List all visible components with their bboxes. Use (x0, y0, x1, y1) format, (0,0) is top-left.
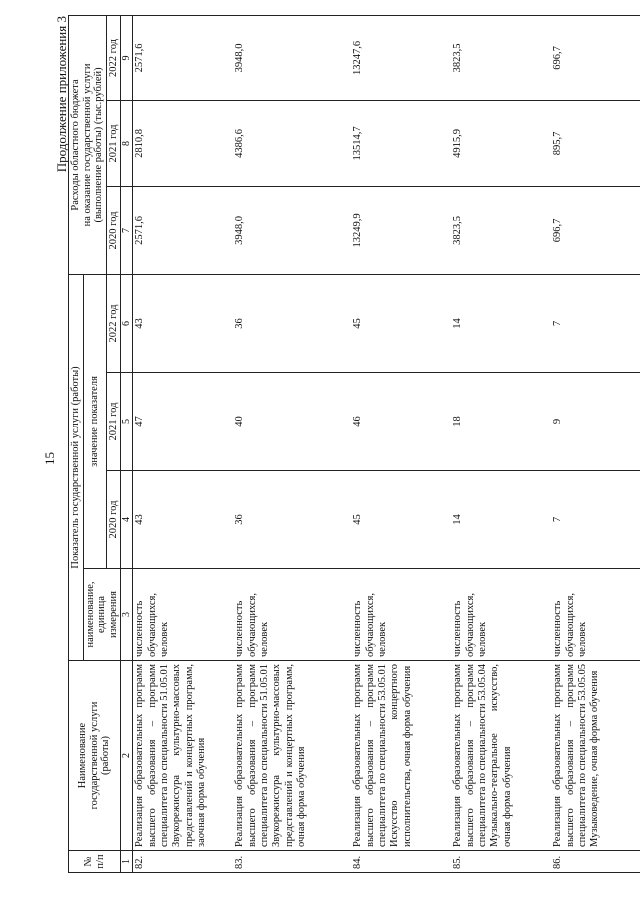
header-no: № п/п (69, 851, 121, 873)
indicator-unit: численность обучающихся, человек (451, 569, 551, 661)
service-name: Реализация образовательных программ высшего образования – программ специалитета по специальности 51.05.01 Звукорежиссура культурно-массовых представлений и концертных программ, очная форма обучения (233, 661, 351, 851)
value-2020: 45 (351, 471, 451, 569)
indicator-unit: численность обучающихся, человек (351, 569, 451, 661)
value-2020: 43 (133, 471, 234, 569)
column-number: 7 (121, 186, 133, 274)
expense-2022: 13247,6 (351, 15, 451, 100)
services-table (68, 15, 640, 873)
expense-2021: 4915,9 (451, 100, 551, 186)
value-2021: 40 (233, 373, 351, 471)
table-header (69, 15, 133, 872)
row-number: 86. (551, 851, 640, 873)
value-2020: 36 (233, 471, 351, 569)
value-2022: 14 (451, 274, 551, 372)
column-number: 4 (121, 471, 133, 569)
value-2022: 43 (133, 274, 234, 372)
header-value-2022: 2022 год (106, 274, 121, 372)
page-number: 15 (42, 452, 57, 465)
expense-2021: 13514,7 (351, 100, 451, 186)
column-number: 9 (121, 15, 133, 100)
expense-2022: 3823,5 (451, 15, 551, 100)
row-number: 82. (133, 851, 234, 873)
expense-2020: 3823,5 (451, 186, 551, 274)
table-row (351, 15, 451, 872)
row-number: 83. (233, 851, 351, 873)
header-service-name: Наименование государственной услуги (работы) (69, 661, 121, 851)
table-row (451, 15, 551, 872)
header-expense-2021: 2021 год (106, 100, 121, 186)
service-name: Реализация образовательных программ высшего образования – программ специалитета по специальности 53.05.05 Музыковедение, очная форма обучения (551, 661, 640, 851)
column-number: 8 (121, 100, 133, 186)
header-value-2020: 2020 год (106, 471, 121, 569)
indicator-unit: численность обучающихся, человек (233, 569, 351, 661)
column-number: 2 (121, 661, 133, 851)
value-2021: 18 (451, 373, 551, 471)
expense-2022: 2571,6 (133, 15, 234, 100)
header-indicator-group: Показатель государственной услуги (работы) (69, 274, 84, 660)
expense-2022: 3948,0 (233, 15, 351, 100)
table-row (551, 15, 640, 872)
header-value-2021: 2021 год (106, 373, 121, 471)
header-expense-2020: 2020 год (106, 186, 121, 274)
column-number: 6 (121, 274, 133, 372)
continuation-note: Продолжение приложения 3 (54, 16, 69, 173)
value-2021: 46 (351, 373, 451, 471)
table-body (133, 15, 640, 872)
expense-2021: 2810,8 (133, 100, 234, 186)
value-2021: 47 (133, 373, 234, 471)
service-name: Реализация образовательных программ высшего образования – программ специалитета по специальности 53.05.01 Искусство концертного исполнительства, очная форма обучения (351, 661, 451, 851)
table-row (233, 15, 351, 872)
header-indicator-unit: наименование, единица измерения (83, 569, 121, 661)
expense-2020: 3948,0 (233, 186, 351, 274)
column-number-row (121, 15, 133, 872)
expense-2020: 13249,9 (351, 186, 451, 274)
header-expense-2022: 2022 год (106, 15, 121, 100)
table-row (133, 15, 234, 872)
column-number: 3 (121, 569, 133, 661)
value-2021: 9 (551, 373, 640, 471)
row-number: 84. (351, 851, 451, 873)
service-name: Реализация образовательных программ высшего образования – программ специалитета по специальности 51.05.01 Звукорежиссура культурно-массовых представлений и концертных программ, заочная форма обучения (133, 661, 234, 851)
indicator-unit: численность обучающихся, человек (551, 569, 640, 661)
expense-2020: 2571,6 (133, 186, 234, 274)
value-2022: 7 (551, 274, 640, 372)
column-number: 1 (121, 851, 133, 873)
header-indicator-value: значение показателя (83, 274, 106, 568)
expense-2020: 696,7 (551, 186, 640, 274)
service-name: Реализация образовательных программ высшего образования – программ специалитета по специальности 53.05.04 Музыкально-театральное искусство, очная форма обучения (451, 661, 551, 851)
expense-2022: 696,7 (551, 15, 640, 100)
expense-2021: 895,7 (551, 100, 640, 186)
column-number: 5 (121, 373, 133, 471)
row-number: 85. (451, 851, 551, 873)
value-2022: 45 (351, 274, 451, 372)
indicator-unit: численность обучающихся, человек (133, 569, 234, 661)
value-2022: 36 (233, 274, 351, 372)
value-2020: 7 (551, 471, 640, 569)
header-expense-group: Расходы областного бюджета на оказание государственной услуги (выполнение работы) (тыс.рублей) (69, 15, 107, 274)
value-2020: 14 (451, 471, 551, 569)
expense-2021: 4386,6 (233, 100, 351, 186)
